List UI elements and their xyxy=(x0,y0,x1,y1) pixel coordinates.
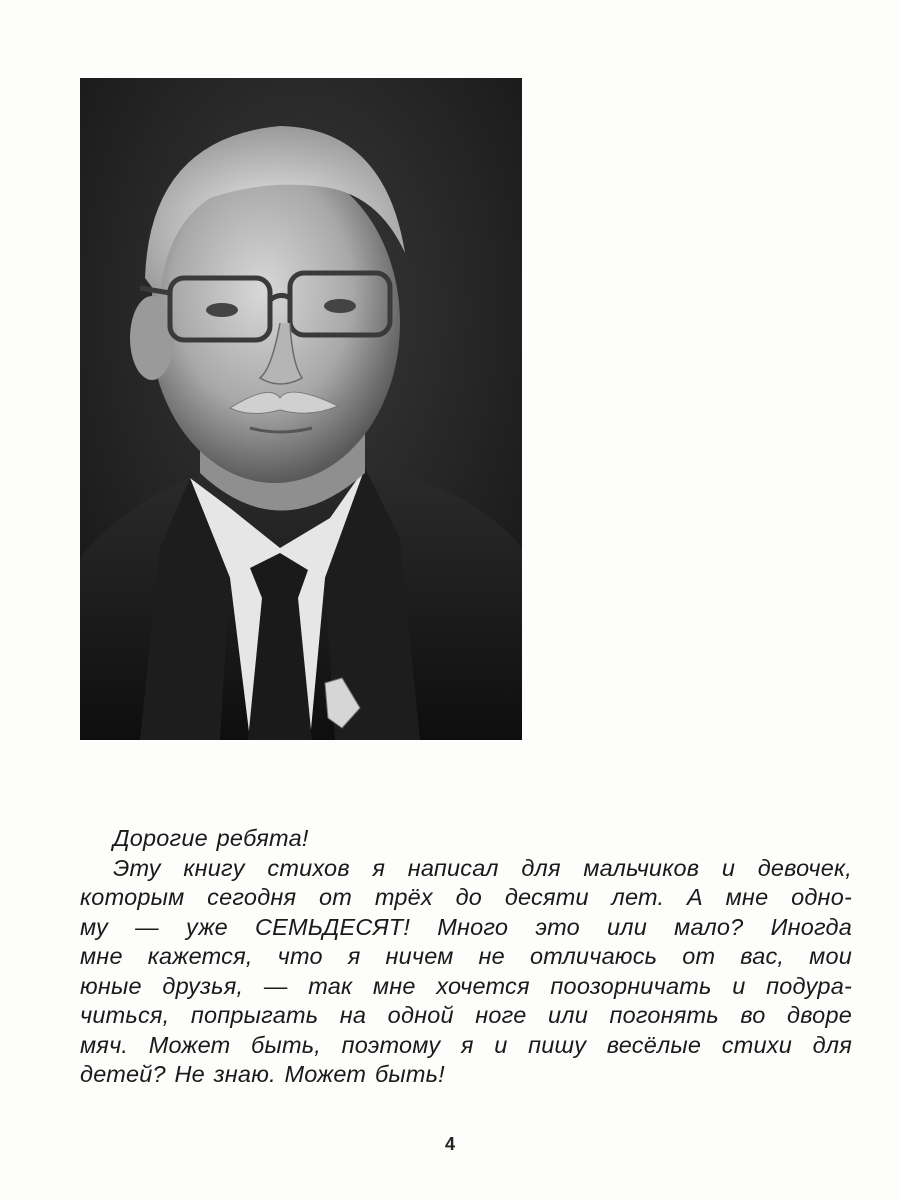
letter-line: которым сегодня от трёх до десяти лет. А мне одно- xyxy=(80,884,852,910)
letter-line: мне кажется, что я ничем не отличаюсь от вас, мои xyxy=(80,943,852,969)
author-portrait xyxy=(80,78,522,740)
letter-line: юные друзья, — так мне хочется поозорничать и подура- xyxy=(80,972,852,999)
letter-greeting: Дорогие ребята! xyxy=(113,825,309,851)
portrait-photo-icon xyxy=(80,78,522,740)
letter-line: читься, попрыгать на одной ноге или погонять во дворе xyxy=(80,1002,852,1028)
letter-line: Эту книгу стихов я написал для мальчиков и девочек, xyxy=(113,854,852,881)
letter-line: детей? Не знаю. Может быть! xyxy=(80,1061,445,1087)
letter-line: мяч. Может быть, поэтому я и пишу весёлые стихи для xyxy=(80,1031,852,1058)
letter-line: му — уже СЕМЬДЕСЯТ! Много это или мало? Иногда xyxy=(80,913,852,940)
letter-text xyxy=(80,824,852,1090)
page-number: 4 xyxy=(444,1134,455,1154)
